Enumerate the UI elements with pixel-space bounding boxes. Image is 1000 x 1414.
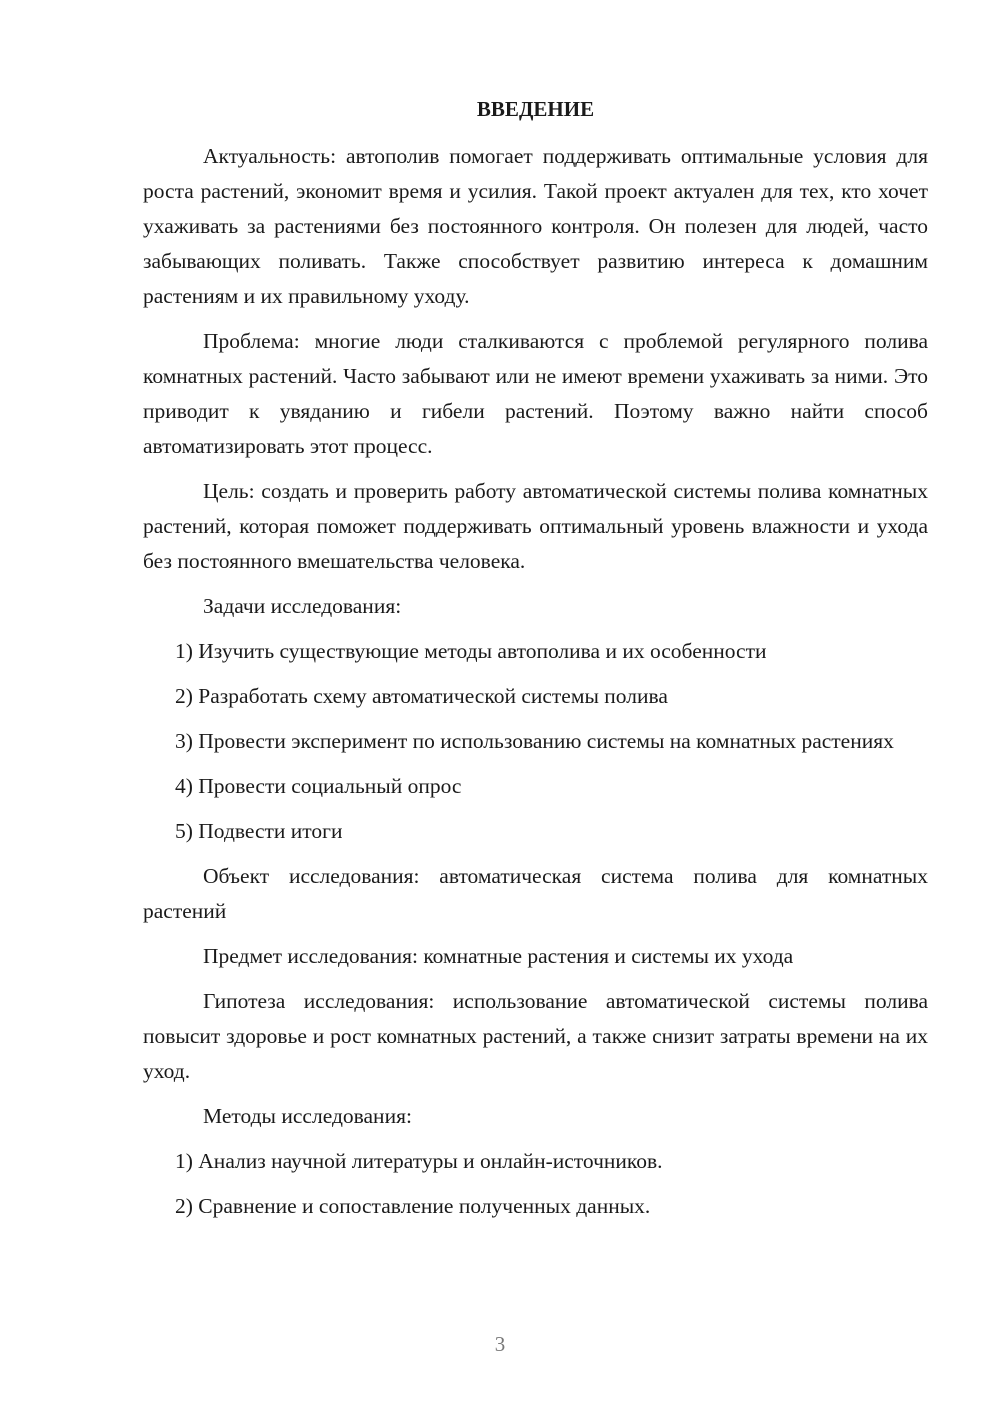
method-item: 1) Анализ научной литературы и онлайн-источников. xyxy=(175,1149,663,1173)
object-paragraph: Объект исследования: автоматическая система полива для комнатных растений xyxy=(143,864,928,923)
task-item: 1) Изучить существующие методы автополива и их особенности xyxy=(175,639,767,663)
problem-paragraph: Проблема: многие люди сталкиваются с проблемой регулярного полива комнатных растений. Часто забывают или не имеют времени ухаживать за ними. Это приводит к увяданию и гибели растений. Поэтому важно найти способ автоматизировать этот процесс. xyxy=(143,329,928,458)
task-item: 3) Провести эксперимент по использованию системы на комнатных растениях xyxy=(175,729,894,753)
method-item: 2) Сравнение и сопоставление полученных данных. xyxy=(175,1194,651,1218)
document-page xyxy=(143,94,928,1234)
tasks-heading: Задачи исследования: xyxy=(203,594,402,618)
task-item: 5) Подвести итоги xyxy=(175,819,343,843)
methods-heading: Методы исследования: xyxy=(203,1104,412,1128)
task-item: 2) Разработать схему автоматической системы полива xyxy=(175,684,668,708)
relevance-paragraph: Актуальность: автополив помогает поддерживать оптимальные условия для роста растений, экономит время и усилия. Такой проект актуален для тех, кто хочет ухаживать за растениями без постоянного контроля. Он полезен для людей, часто забывающих поливать. Также способствует развитию интереса к домашним растениям и их правильному уходу. xyxy=(143,144,928,308)
page-title: ВВЕДЕНИЕ xyxy=(476,97,595,121)
task-item: 4) Провести социальный опрос xyxy=(175,774,462,798)
page-number: 3 xyxy=(494,1332,506,1356)
goal-paragraph: Цель: создать и проверить работу автоматической системы полива комнатных растений, которая поможет поддерживать оптимальный уровень влажности и ухода без постоянного вмешательства человека. xyxy=(143,479,928,573)
hypothesis-paragraph: Гипотеза исследования: использование автоматической системы полива повысит здоровье и рост комнатных растений, а также снизит затраты времени на их уход. xyxy=(143,989,928,1083)
subject-paragraph: Предмет исследования: комнатные растения и системы их ухода xyxy=(203,944,794,968)
